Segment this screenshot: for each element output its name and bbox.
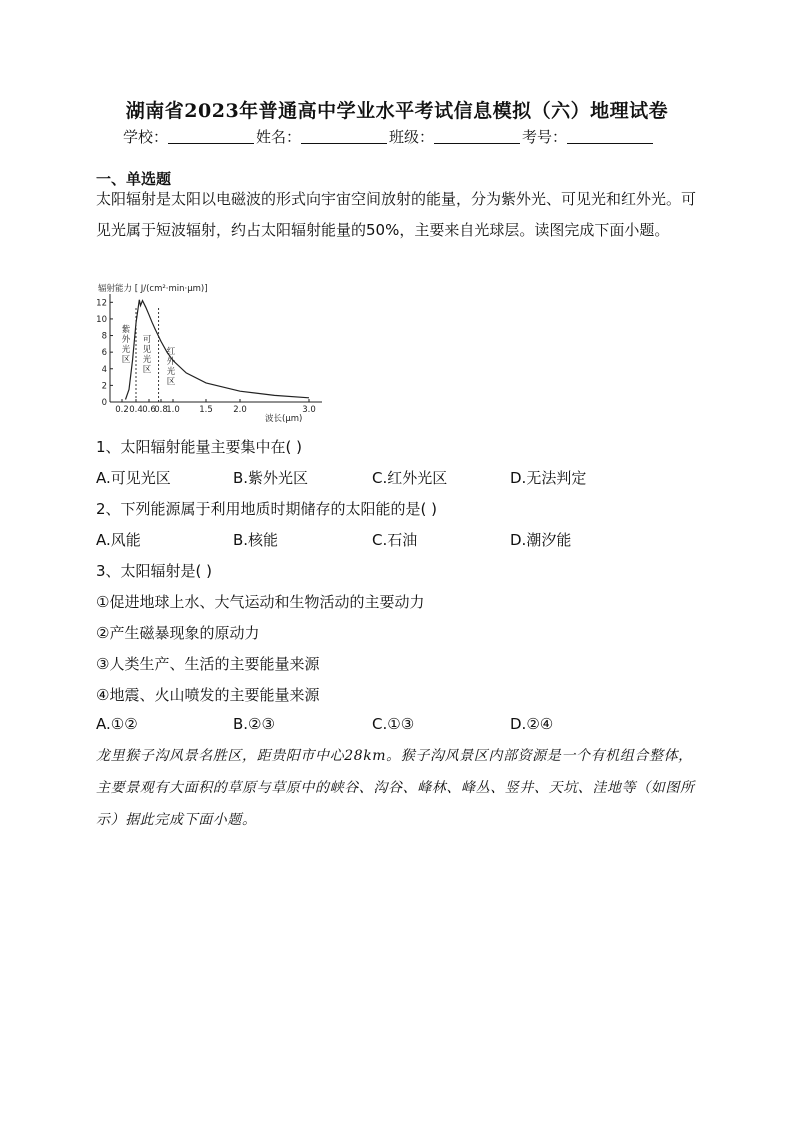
name-blank[interactable]	[301, 129, 387, 144]
chart-xtick-label: 2.0	[233, 405, 247, 415]
chart-xtick-label: 0.2	[115, 405, 129, 415]
chart-xtick-label: 1.0	[166, 405, 180, 415]
page-title: 湖南省2023年普通高中学业水平考试信息模拟（六）地理试卷	[125, 100, 669, 122]
chart-xtick-label: 0.6	[142, 405, 156, 415]
chart-ytick-label: 2	[101, 381, 107, 392]
info-label-class: 班级：	[389, 128, 435, 146]
class-blank[interactable]	[434, 129, 520, 144]
chart-xtick-label: 3.0	[302, 405, 316, 415]
q3-statement-4: ④地震、火山喷发的主要能量来源	[96, 686, 320, 704]
q1-option-d[interactable]: D.无法判定	[510, 469, 587, 487]
chart-region-label: 可见光区	[142, 335, 152, 375]
question-1-stem: 1、太阳辐射能量主要集中在( )	[96, 438, 303, 456]
chart-xtick-label: 0.4	[129, 405, 143, 415]
chart-ytick-label: 12	[96, 298, 107, 309]
number-blank[interactable]	[567, 129, 653, 144]
passage-solar-radiation: 太阳辐射是太阳以电磁波的形式向宇宙空间放射的能量，分为紫外光、可见光和红外光。可见光属于短波辐射，约占太阳辐射能量的50%，主要来自光球层。读图完成下面小题。	[96, 190, 697, 239]
q2-option-b[interactable]: B.核能	[233, 531, 279, 549]
chart-ytick-label: 10	[96, 314, 107, 325]
chart-xlabel: 波长(μm)	[265, 414, 303, 424]
question-3-stem: 3、太阳辐射是( )	[96, 562, 213, 580]
q3-statement-3: ③人类生产、生活的主要能量来源	[96, 655, 320, 673]
q1-option-c[interactable]: C.红外光区	[372, 469, 448, 487]
q3-option-d[interactable]: D.②④	[510, 715, 554, 733]
q1-option-a[interactable]: A.可见光区	[96, 469, 171, 487]
chart-xtick-label: 1.5	[199, 405, 213, 415]
school-blank[interactable]	[168, 129, 254, 144]
chart-ytick-label: 6	[101, 348, 107, 359]
chart-ytick-label: 8	[101, 331, 107, 342]
chart-ytick-label: 4	[101, 364, 107, 375]
chart-ylabel: 辐射能力 [ J/(cm²·min·μm)]	[98, 284, 208, 294]
solar-radiation-chart	[94, 280, 334, 428]
passage-houzigou: 龙里猴子沟风景名胜区，距贵阳市中心28km。猴子沟风景区内部资源是一个有机组合整体，主要景观有大面积的草原与草原中的峡谷、沟谷、峰林、峰丛、竖井、天坑、洼地等（如图所示）据此完成下面小题。	[96, 748, 695, 828]
q3-option-a[interactable]: A.①②	[96, 715, 138, 733]
q3-statement-1: ①促进地球上水、大气运动和生物活动的主要动力	[96, 593, 425, 611]
section-heading: 一、单选题	[96, 170, 172, 188]
q2-option-d[interactable]: D.潮汐能	[510, 531, 572, 549]
question-2-stem: 2、下列能源属于利用地质时期储存的太阳能的是( )	[96, 500, 438, 518]
info-label-name: 姓名：	[256, 128, 302, 146]
chart-ytick-label: 0	[101, 398, 107, 408]
student-info-row	[123, 126, 683, 147]
chart-region-label: 红外光区	[166, 347, 176, 387]
chart-region-label: 紫外光区	[121, 325, 131, 365]
chart-radiation-curve	[126, 300, 310, 400]
q2-option-c[interactable]: C.石油	[372, 531, 418, 549]
chart-xtick-label: 0.8	[154, 405, 168, 415]
info-label-school: 学校：	[123, 128, 169, 146]
q3-option-c[interactable]: C.①③	[372, 715, 415, 733]
q3-statement-2: ②产生磁暴现象的原动力	[96, 624, 260, 642]
info-label-number: 考号：	[522, 128, 568, 146]
q2-option-a[interactable]: A.风能	[96, 531, 141, 549]
q1-option-b[interactable]: B.紫外光区	[233, 469, 309, 487]
q3-option-b[interactable]: B.②③	[233, 715, 275, 733]
